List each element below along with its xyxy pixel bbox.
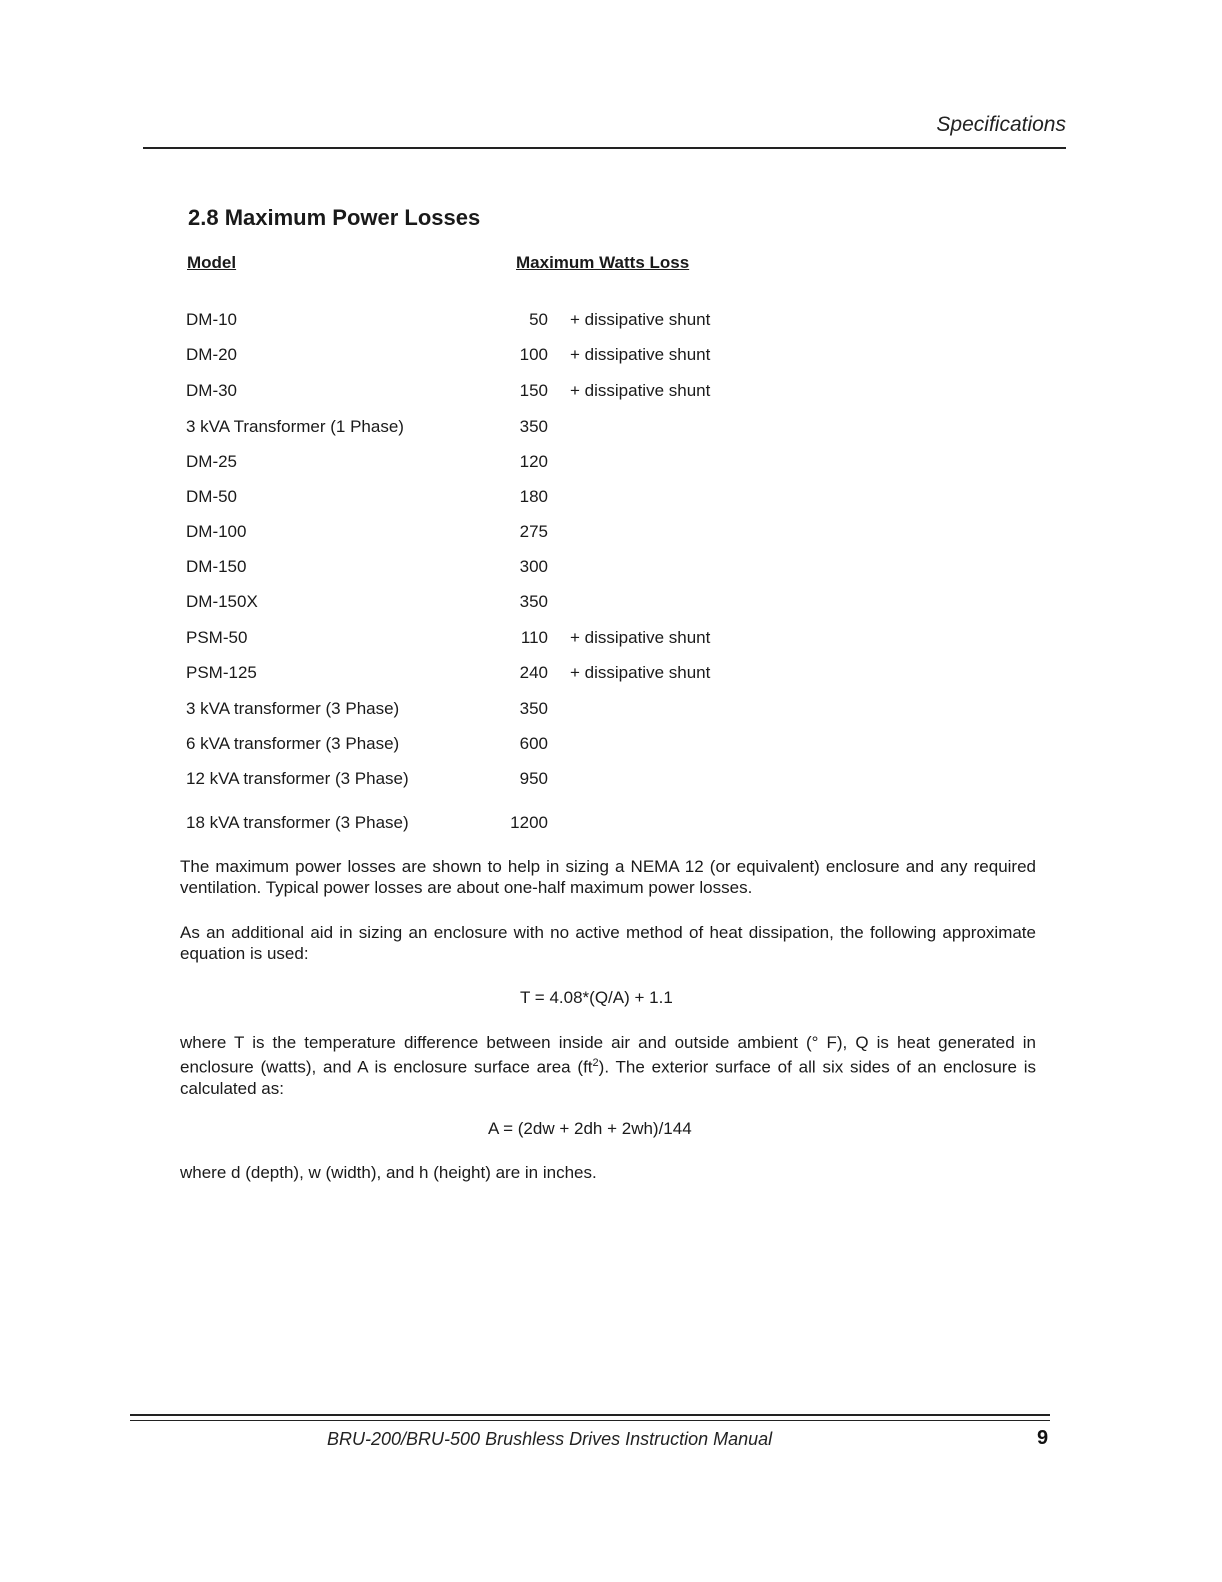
table-row [0, 592, 1222, 616]
model-cell: PSM-125 [186, 663, 257, 682]
watts-cell: 600 [519, 734, 548, 753]
column-header-watts: Maximum Watts Loss [516, 253, 690, 272]
model-cell: 6 kVA transformer (3 Phase) [186, 734, 400, 753]
note-cell: + dissipative shunt [570, 310, 711, 329]
model-cell: 18 kVA transformer (3 Phase) [186, 813, 409, 832]
note-cell: + dissipative shunt [570, 381, 711, 400]
watts-cell: 120 [519, 452, 548, 471]
paragraph-sizing-aid: As an additional aid in sizing an enclosure with no active method of heat dissipation, the following approximate equation is used: [180, 923, 1036, 963]
table-row [0, 417, 1222, 441]
model-cell: DM-20 [186, 345, 238, 364]
watts-cell: 1200 [510, 813, 548, 832]
table-row [0, 734, 1222, 758]
model-cell: DM-50 [186, 487, 238, 506]
model-cell: 3 kVA transformer (3 Phase) [186, 699, 400, 718]
model-cell: 3 kVA Transformer (1 Phase) [186, 417, 404, 436]
watts-cell: 950 [519, 769, 548, 788]
table-row [0, 699, 1222, 723]
model-cell: DM-150X [186, 592, 258, 611]
table-row [0, 663, 1222, 687]
table-row [0, 487, 1222, 511]
table-row [0, 557, 1222, 581]
watts-cell: 150 [519, 381, 548, 400]
equation-surface-area: A = (2dw + 2dh + 2wh)/144 [488, 1119, 692, 1138]
table-row [0, 345, 1222, 369]
watts-cell: 300 [519, 557, 548, 576]
model-cell: DM-100 [186, 522, 247, 541]
table-row [0, 769, 1222, 793]
note-cell: + dissipative shunt [570, 345, 711, 364]
column-header-model: Model [187, 253, 237, 272]
model-cell: DM-10 [186, 310, 238, 329]
table-row [0, 813, 1222, 837]
definitions-text-cont: ). The exterior surface of all six sides of an enclosure is calculated as: [180, 1057, 1037, 1098]
section-title: 2.8 Maximum Power Losses [188, 205, 481, 230]
note-cell: + dissipative shunt [570, 663, 711, 682]
watts-cell: 350 [519, 699, 548, 718]
watts-cell: 240 [519, 663, 548, 682]
watts-cell: 50 [529, 310, 548, 329]
paragraph-equation-definitions [180, 1032, 1036, 1099]
paragraph-dimensions: where d (depth), w (width), and h (height) are in inches. [180, 1163, 597, 1182]
table-row [0, 310, 1222, 334]
table-row [0, 628, 1222, 652]
watts-cell: 350 [519, 417, 548, 436]
watts-cell: 100 [519, 345, 548, 364]
model-cell: DM-30 [186, 381, 238, 400]
model-cell: DM-150 [186, 557, 247, 576]
running-header: Specifications [936, 113, 1066, 136]
model-cell: DM-25 [186, 452, 238, 471]
equation-temperature: T = 4.08*(Q/A) + 1.1 [520, 988, 673, 1007]
superscript-two: 2 [592, 1057, 599, 1069]
header-rule [143, 147, 1066, 149]
paragraph-power-losses: The maximum power losses are shown to help in sizing a NEMA 12 (or equivalent) enclosure and any required ventilation. Typical power losses are about one-half maximum power losses. [180, 857, 1036, 897]
watts-cell: 350 [519, 592, 548, 611]
watts-cell: 275 [519, 522, 548, 541]
model-cell: PSM-50 [186, 628, 248, 647]
table-row [0, 452, 1222, 476]
footer-manual-title: BRU-200/BRU-500 Brushless Drives Instruction Manual [327, 1429, 773, 1449]
table-row [0, 522, 1222, 546]
watts-cell: 180 [519, 487, 548, 506]
model-cell: 12 kVA transformer (3 Phase) [186, 769, 409, 788]
definitions-text: where T is the temperature difference between inside air and outside ambient (° F), Q is heat generated in enclosure (watts), and A is enclosure surface area (ft [180, 1033, 1036, 1077]
footer-rule [130, 1414, 1050, 1421]
table-row [0, 381, 1222, 405]
watts-cell: 110 [520, 628, 548, 647]
page-number: 9 [1037, 1427, 1049, 1449]
note-cell: + dissipative shunt [570, 628, 711, 647]
